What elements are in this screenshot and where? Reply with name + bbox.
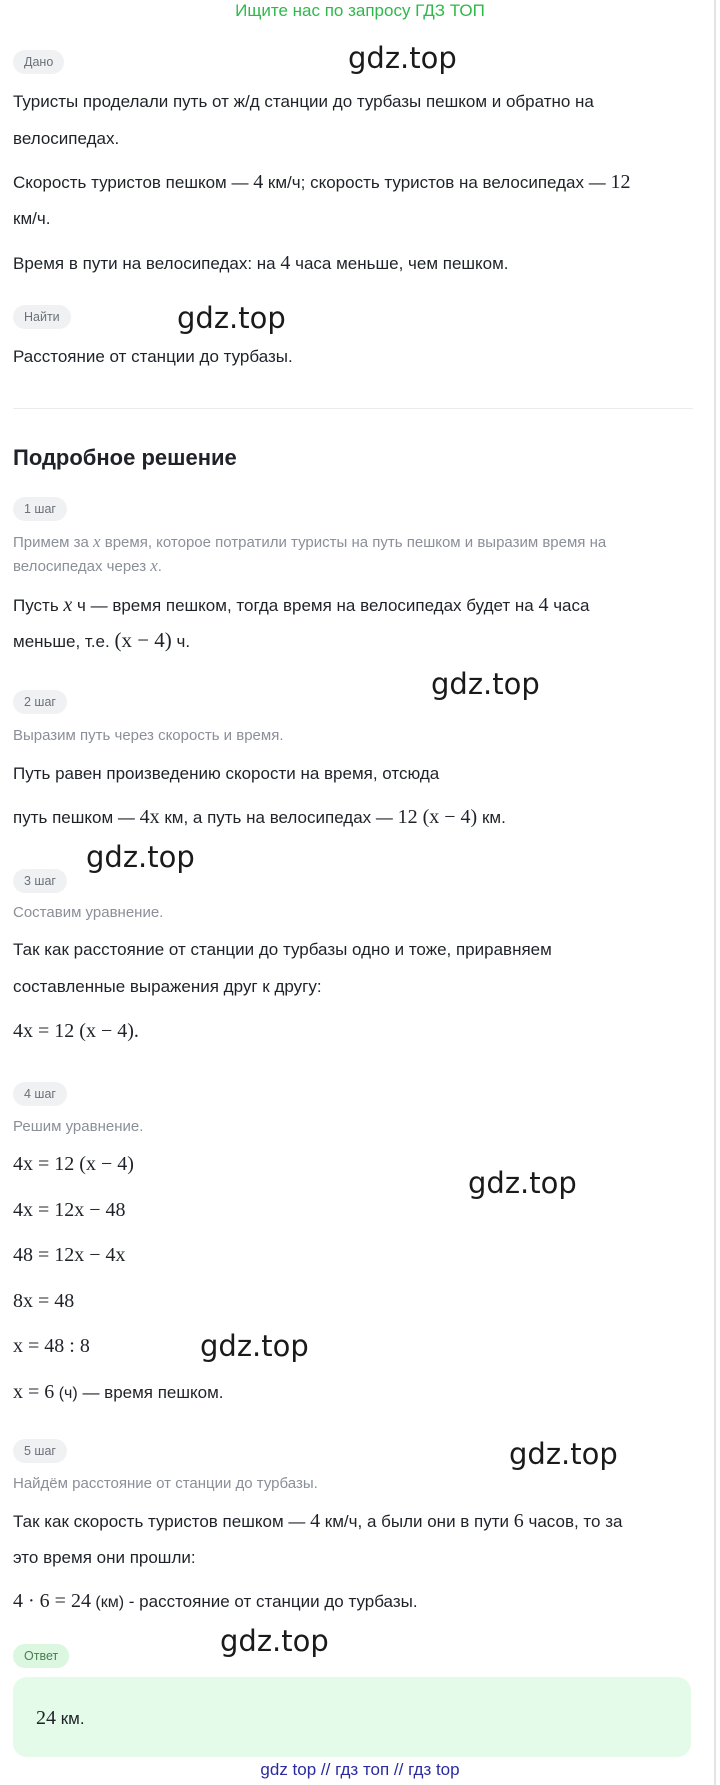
step-1-text — [13, 593, 589, 618]
text-part: км/ч, а были они в пути — [320, 1512, 514, 1531]
text-part: ч. — [171, 632, 191, 651]
given-line-1: Туристы проделали путь от ж/д станции до турбазы пешком и обратно на — [13, 92, 594, 111]
text-part: путь пешком — — [13, 808, 140, 827]
equation-line — [13, 1379, 224, 1407]
text-part: — время пешком. — [77, 1383, 224, 1402]
math-expr: 4x — [139, 806, 160, 828]
text-part: км. — [477, 808, 506, 827]
text-part: меньше, т.е. — [13, 632, 115, 651]
equation-line: 4x = 12x − 48 — [13, 1199, 126, 1221]
text-part: Примем за — [13, 534, 94, 551]
footer-links: gdz top // гдз топ // гдз top — [260, 1760, 460, 1779]
step-2-hint: Выразим путь через скорость и время. — [13, 727, 284, 744]
given-line-2b: км/ч. — [13, 209, 51, 228]
solution-title: Подробное решение — [13, 445, 237, 470]
equation-line: x = 48 : 8 — [13, 1335, 90, 1357]
text-part: Пусть — [13, 596, 64, 615]
step-3-hint: Составим уравнение. — [13, 904, 164, 921]
equation-line: 8x = 48 — [13, 1290, 75, 1312]
unit: км. — [56, 1709, 85, 1728]
text-part: . — [157, 558, 162, 575]
math-var: x — [150, 556, 158, 575]
given-line-2 — [13, 170, 630, 195]
step-3-equation: 4x = 12 (x − 4). — [13, 1020, 139, 1042]
watermark: gdz.top — [86, 840, 195, 874]
text-part: велосипедах через — [13, 558, 151, 575]
step-4-hint: Решим уравнение. — [13, 1118, 144, 1135]
answer-box — [13, 1677, 691, 1757]
answer-label: Ответ — [13, 1644, 69, 1668]
watermark: gdz.top — [509, 1437, 618, 1471]
step-5-text-b: это время они прошли: — [13, 1548, 196, 1567]
step-3-label: 3 шаг — [13, 869, 67, 893]
step-1-hint — [13, 531, 606, 554]
math-value: 24 — [36, 1707, 56, 1729]
math-expr: x = 6 — [13, 1381, 55, 1403]
step-3-text: Так как расстояние от станции до турбазы одно и тоже, приравняем — [13, 940, 552, 959]
top-banner: Ищите нас по запросу ГДЗ ТОП — [235, 1, 485, 20]
find-text: Расстояние от станции до турбазы. — [13, 347, 293, 366]
step-5-hint: Найдём расстояние от станции до турбазы. — [13, 1475, 318, 1492]
math-expr: (x − 4) — [114, 628, 172, 652]
math-value: 12 — [610, 171, 631, 193]
watermark: gdz.top — [177, 301, 286, 335]
step-3-text-b: составленные выражения друг к другу: — [13, 977, 322, 996]
text-part: время, которое потратили туристы на путь пешком и выразим время на — [100, 534, 607, 551]
math-expr: 4 · 6 = 24 — [13, 1590, 91, 1612]
watermark: gdz.top — [431, 667, 540, 701]
unit: (км) — [90, 1594, 125, 1611]
text-part: часов, то за — [523, 1512, 623, 1531]
watermark: gdz.top — [200, 1329, 309, 1363]
step-5-label: 5 шаг — [13, 1439, 67, 1463]
equation-line: 4x = 12 (x − 4) — [13, 1153, 134, 1175]
equation-line: 48 = 12x − 4x — [13, 1244, 126, 1266]
given-label: Дано — [13, 50, 64, 74]
step-1-hint-b — [13, 555, 162, 578]
step-5-equation — [13, 1588, 418, 1616]
text-part: Скорость туристов пешком — — [13, 173, 254, 192]
section-divider — [13, 408, 693, 409]
text-part: часа — [548, 596, 590, 615]
find-label: Найти — [13, 305, 71, 329]
answer-value — [36, 1705, 85, 1732]
step-2-text-b — [13, 805, 506, 830]
watermark: gdz.top — [220, 1624, 329, 1658]
math-expr: 12 (x − 4) — [397, 806, 478, 828]
watermark: gdz.top — [468, 1166, 577, 1200]
math-var: x — [63, 594, 73, 616]
math-value: 4 — [310, 1510, 321, 1532]
step-1-label: 1 шаг — [13, 497, 67, 521]
text-part: Так как скорость туристов пешком — — [13, 1512, 311, 1531]
step-4-label: 4 шаг — [13, 1082, 67, 1106]
math-var: x — [93, 532, 101, 551]
step-2-text: Путь равен произведению скорости на время, отсюда — [13, 764, 440, 783]
given-line-1b: велосипедах. — [13, 129, 120, 148]
math-value: 4 — [253, 171, 264, 193]
step-5-text — [13, 1509, 622, 1534]
math-value: 6 — [513, 1510, 524, 1532]
text-part: ч — время пешком, тогда время на велосипедах будет на — [72, 596, 539, 615]
text-part: часа меньше, чем пешком. — [290, 254, 509, 273]
watermark: gdz.top — [348, 41, 457, 75]
given-line-3 — [13, 251, 509, 276]
text-part: Время в пути на велосипедах: на — [13, 254, 281, 273]
text-part: - расстояние от станции до турбазы. — [124, 1592, 418, 1611]
math-value: 4 — [280, 252, 291, 274]
scrollbar[interactable] — [714, 0, 716, 1785]
math-value: 4 — [538, 594, 549, 616]
step-1-text-b — [13, 628, 190, 654]
step-2-label: 2 шаг — [13, 690, 67, 714]
text-part: км/ч; скорость туристов на велосипедах — — [263, 173, 611, 192]
unit: (ч) — [54, 1385, 78, 1402]
text-part: км, а путь на велосипедах — — [159, 808, 398, 827]
